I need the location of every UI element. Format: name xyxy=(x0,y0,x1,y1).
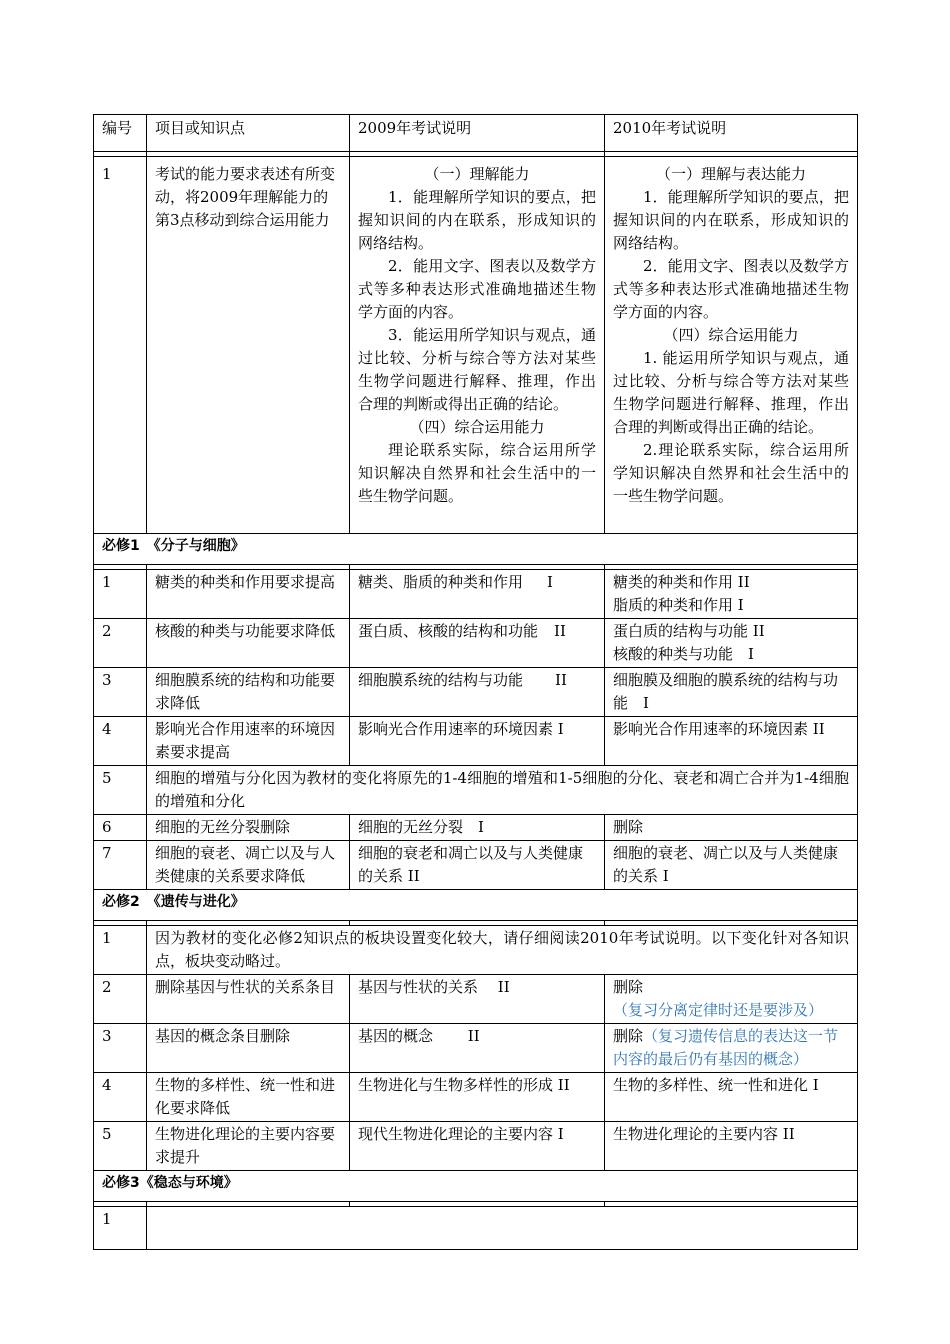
header-item: 项目或知识点 xyxy=(147,115,350,152)
row-2009 xyxy=(350,619,605,668)
ability-point: 3．能运用所学知识与观点，通过比较、分析与综合等方法对某些生物学问题进行解释、推理，作出合理的判断或得出正确的结论。 xyxy=(358,326,596,413)
cell-text: 细胞膜及细胞的膜系统的结构与功能 I xyxy=(613,671,839,712)
cell-text: 删除 xyxy=(613,978,644,996)
row-item: 细胞膜系统的结构和功能要求降低 xyxy=(147,668,350,717)
row-item: 糖类的种类和作用要求提高 xyxy=(147,570,350,619)
cell-text: 删除 xyxy=(613,1027,644,1045)
cell-text: 脂质的种类和作用 I xyxy=(613,596,744,614)
section-heading-row xyxy=(94,534,858,565)
table-row xyxy=(94,1073,858,1122)
header-2010: 2010年考试说明 xyxy=(605,115,858,152)
ability-point: 2.理论联系实际，综合运用所学知识解决自然界和社会生活中的一些生物学问题。 xyxy=(613,441,849,505)
row-2010 xyxy=(605,157,858,534)
row-number: 1 xyxy=(94,1207,147,1250)
ability-point: 2．能用文字、图表以及数学方式等多种表达形式准确地描述生物学方面的内容。 xyxy=(358,257,596,321)
ability-heading: （四）综合运用能力 xyxy=(409,418,545,436)
row-2010 xyxy=(605,1024,858,1073)
row-2010: 影响光合作用速率的环境因素 II xyxy=(605,717,858,766)
row-number: 4 xyxy=(94,717,147,766)
cell-text: 糖类、脂质的种类和作用 xyxy=(358,573,524,591)
row-2010: 生物进化理论的主要内容 II xyxy=(605,1122,858,1171)
table-row xyxy=(94,1024,858,1073)
row-number: 6 xyxy=(94,815,147,841)
row-number: 5 xyxy=(94,1122,147,1171)
row-note: 细胞的增殖与分化因为教材的变化将原先的1-4细胞的增殖和1-5细胞的分化、衰老和凋亡合并为1-4细胞的增殖和分化 xyxy=(147,766,858,815)
row-item: 影响光合作用速率的环境因素要求提高 xyxy=(147,717,350,766)
table-row xyxy=(94,570,858,619)
row-2009: 生物进化与生物多样性的形成 II xyxy=(350,1073,605,1122)
row-item: 核酸的种类与功能要求降低 xyxy=(147,619,350,668)
row-2010 xyxy=(605,570,858,619)
row-item: 生物进化理论的主要内容要求提升 xyxy=(147,1122,350,1171)
row-2010 xyxy=(605,668,858,717)
section-heading-row xyxy=(94,1171,858,1202)
row-2009: 现代生物进化理论的主要内容 I xyxy=(350,1122,605,1171)
row-number: 1 xyxy=(94,926,147,975)
row-item: 删除基因与性状的关系条目 xyxy=(147,975,350,1024)
table-row xyxy=(94,717,858,766)
table-row xyxy=(94,619,858,668)
table-row xyxy=(94,975,858,1024)
row-item: 细胞的无丝分裂删除 xyxy=(147,815,350,841)
row-number: 7 xyxy=(94,841,147,890)
row-2009: 影响光合作用速率的环境因素 I xyxy=(350,717,605,766)
table-row xyxy=(94,668,858,717)
table-row xyxy=(94,157,858,534)
row-item: 细胞的衰老、凋亡以及与人类健康的关系要求降低 xyxy=(147,841,350,890)
ability-heading: （四）综合运用能力 xyxy=(663,326,799,344)
row-number: 5 xyxy=(94,766,147,815)
ability-heading: （一）理解能力 xyxy=(424,165,530,183)
row-2009 xyxy=(350,668,605,717)
level-label: II xyxy=(554,622,566,640)
ability-point: 1. 能运用所学知识与观点，通过比较、分析与综合等方法对某些生物学问题进行解释、推理，作出合理的判断或得出正确的结论。 xyxy=(613,349,849,436)
row-2010 xyxy=(605,975,858,1024)
row-number: 4 xyxy=(94,1073,147,1122)
row-2009: 细胞的无丝分裂 I xyxy=(350,815,605,841)
level-label: I xyxy=(547,573,553,591)
row-item: 基因的概念条目删除 xyxy=(147,1024,350,1073)
cell-text: 蛋白质、核酸的结构和功能 xyxy=(358,622,539,640)
row-number: 1 xyxy=(94,570,147,619)
row-note: 因为教材的变化必修2知识点的板块设置变化较大，请仔细阅读2010年考试说明。以下变化针对各知识点，板块变动略过。 xyxy=(147,926,858,975)
row-2010: 细胞的衰老、凋亡以及与人类健康的关系 I xyxy=(605,841,858,890)
cell-text: 糖类的种类和作用 II xyxy=(613,573,750,591)
row-2010: 生物的多样性、统一性和进化 I xyxy=(605,1073,858,1122)
row-2009: 基因与性状的关系 II xyxy=(350,975,605,1024)
table-row xyxy=(94,841,858,890)
comparison-table xyxy=(93,114,858,1250)
row-2010: 删除 xyxy=(605,815,858,841)
section-title: 必修2 《遗传与进化》 xyxy=(94,890,858,921)
cell-text: 核酸的种类与功能 I xyxy=(613,645,754,663)
level-label: II xyxy=(555,671,567,689)
row-2009: 基因的概念 II xyxy=(350,1024,605,1073)
row-number: 1 xyxy=(94,157,147,534)
row-2009: 细胞的衰老和凋亡以及与人类健康的关系 II xyxy=(350,841,605,890)
ability-point: 1．能理解所学知识的要点，把握知识间的内在联系，形成知识的网络结构。 xyxy=(613,188,849,252)
row-number: 2 xyxy=(94,619,147,668)
row-number: 3 xyxy=(94,668,147,717)
cell-text: 蛋白质的结构与功能 II xyxy=(613,622,765,640)
table-row xyxy=(94,815,858,841)
row-item: 考试的能力要求表述有所变动，将2009年理解能力的第3点移动到综合运用能力 xyxy=(147,157,350,534)
row-2010 xyxy=(605,619,858,668)
table-row xyxy=(94,766,858,815)
review-note: （复习遗传信息的表达这一节内容的最后仍有基因的概念） xyxy=(613,1027,839,1068)
table-row xyxy=(94,1207,858,1250)
section-title: 必修1 《分子与细胞》 xyxy=(94,534,858,565)
ability-point: 理论联系实际，综合运用所学知识解决自然界和社会生活中的一些生物学问题。 xyxy=(358,441,596,505)
section-title: 必修3《稳态与环境》 xyxy=(94,1171,858,1202)
header-no: 编号 xyxy=(94,115,147,152)
table-row xyxy=(94,1122,858,1171)
section-heading-row xyxy=(94,890,858,921)
ability-heading: （一）理解与表达能力 xyxy=(655,165,806,183)
row-note xyxy=(147,1207,858,1250)
header-2009: 2009年考试说明 xyxy=(350,115,605,152)
ability-point: 2．能用文字、图表以及数学方式等多种表达形式准确地描述生物学方面的内容。 xyxy=(613,257,849,321)
table-row xyxy=(94,926,858,975)
ability-point: 1．能理解所学知识的要点，把握知识间的内在联系，形成知识的网络结构。 xyxy=(358,188,596,252)
header-row xyxy=(94,115,858,152)
row-item: 生物的多样性、统一性和进化要求降低 xyxy=(147,1073,350,1122)
row-number: 3 xyxy=(94,1024,147,1073)
row-2009 xyxy=(350,570,605,619)
row-number: 2 xyxy=(94,975,147,1024)
cell-text: 细胞膜系统的结构与功能 xyxy=(358,671,524,689)
row-2009 xyxy=(350,157,605,534)
review-note: （复习分离定律时还是要涉及） xyxy=(613,1001,824,1019)
